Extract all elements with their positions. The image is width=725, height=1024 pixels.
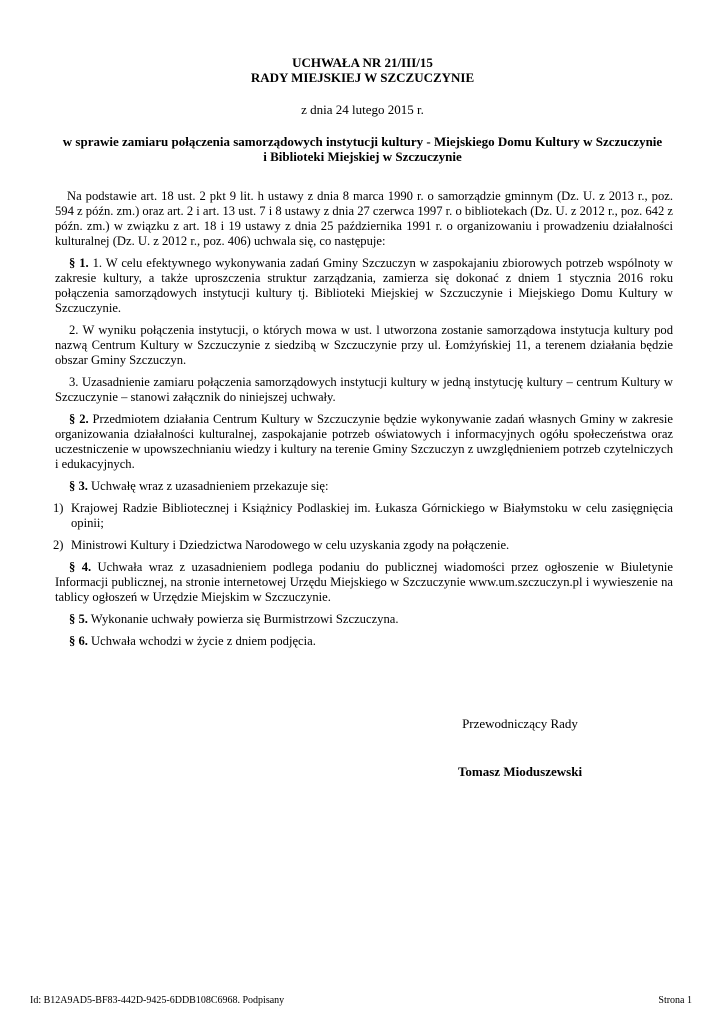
list-item-number: 1) [53, 501, 64, 515]
section-3 [55, 479, 673, 494]
signatory-name: Tomasz Mioduszewski [457, 764, 583, 779]
section-6-text: Uchwała wchodzi w życie z dniem podjęcia. [87, 634, 316, 648]
section-2-text: Przedmiotem działania Centrum Kultury w Szczuczynie będzie wykonywanie zadań własnych Gminy w zakresie organizowania działalności kulturalnej, zaspokajanie potrzeb oświatowych i informacyjnych ogółu społeczeństwa oraz uczestniczenie w upowszechnianiu wiedzy i kultury na terenie Gminy Szczuczyn z uwzględnieniem potrzeb czytelniczych i edukacyjnych. [55, 412, 674, 471]
resolution-title [0, 55, 725, 85]
section-5 [55, 612, 673, 627]
section-5-text: Wykonanie uchwały powierza się Burmistrzowi Szczuczyna. [87, 612, 399, 626]
resolution-number: UCHWAŁA NR 21/III/15 [292, 55, 433, 70]
list-item [53, 538, 673, 553]
list-item-number: 2) [53, 538, 64, 552]
recipients-list [55, 501, 673, 553]
preamble: Na podstawie art. 18 ust. 2 pkt 9 lit. h ustawy z dnia 8 marca 1990 r. o samorządzie gminnym (Dz. U. z 2013 r., poz. 594 z późn. zm.) oraz art. 2 i art. 13 ust. 7 i 8 ustawy z dnia 27 czerwca 1997 r. o bibliotekach (Dz. U. z 2012 r., poz. 642 z późn. zm.) w związku z art. 18 i 19 ustawy z dnia 25 października 1991 r. o organizowaniu i prowadzeniu działalności kulturalnej (Dz. U. z 2012 r., poz. 406) uchwala się, co następuje: [55, 189, 673, 248]
resolution-subject [40, 134, 685, 164]
section-1-paragraph-2: 2. W wyniku połączenia instytucji, o których mowa w ust. l utworzona zostanie samorządowa instytucja kultury pod nazwą Centrum Kultury w Szczuczynie z siedzibą w Szczuczynie przy ul. Łomżyńskiej 11, a terenem działania będzie obszar Gminy Szczuczyn. [55, 323, 673, 367]
subject-line-2: i Biblioteki Miejskiej w Szczuczynie [263, 149, 462, 164]
signatory-role: Przewodniczący Rady [462, 716, 578, 731]
section-2-label: § 2. [69, 412, 89, 426]
section-5-label: § 5. [69, 612, 88, 626]
section-3-label: § 3. [69, 479, 88, 493]
section-2 [55, 412, 673, 472]
section-6-label: § 6. [69, 634, 88, 648]
section-1-label: § 1. [69, 256, 89, 270]
section-4-label: § 4. [69, 560, 92, 574]
section-6 [55, 634, 673, 649]
list-item [53, 501, 673, 531]
section-1-paragraph-3: 3. Uzasadnienie zamiaru połączenia samorządowych instytucji kultury w jedną instytucję kultury – centrum Kultury w Szczuczynie – stanowi załącznik do niniejszej uchwały. [55, 375, 673, 404]
page-number: Strona 1 [658, 995, 692, 1006]
list-item-text: Krajowej Radzie Bibliotecznej i Książnicy Podlaskiej im. Łukasza Górnickiego w Białymstoku w celu zasięgnięcia opinii; [71, 501, 673, 530]
section-4 [55, 560, 673, 605]
section-1-paragraph-1 [55, 256, 673, 316]
resolution-body [55, 189, 673, 656]
subject-line-1: w sprawie zamiaru połączenia samorządowych instytucji kultury - Miejskiego Domu Kultury w Szczuczynie [62, 134, 663, 149]
list-item-text: Ministrowi Kultury i Dziedzictwa Narodowego w celu uzyskania zgody na połączenie. [71, 538, 510, 552]
council-name: RADY MIEJSKIEJ W SZCZUCZYNIE [250, 70, 475, 85]
resolution-date: z dnia 24 lutego 2015 r. [301, 102, 424, 117]
section-3-text: Uchwałę wraz z uzasadnieniem przekazuje się: [87, 479, 329, 493]
section-1-text-1: 1. W celu efektywnego wykonywania zadań Gminy Szczuczyn w zaspokajaniu zbiorowych potrzeb wspólnoty w zakresie kultury, a także uproszczenia struktur zarządzania, zamierza się dokonać z dniem 1 stycznia 2016 roku połączenia samorządowych instytucji kultury tj. Biblioteki Miejskiej w Szczuczynie i Miejskiego Domu Kultury w Szczuczynie. [55, 256, 673, 315]
section-4-text: Uchwała wraz z uzasadnieniem podlega podaniu do publicznej wiadomości przez ogłoszenie w Biuletynie Informacji publicznej, na stronie internetowej Urzędu Miejskiego w Szczuczynie www.um.szczuczyn.pl i wywieszenie na tablicy ogłoszeń w Urzędzie Miejskim w Szczuczynie. [55, 560, 673, 604]
document-id: Id: B12A9AD5-BF83-442D-9425-6DDB108C6968. Podpisany [30, 995, 285, 1006]
